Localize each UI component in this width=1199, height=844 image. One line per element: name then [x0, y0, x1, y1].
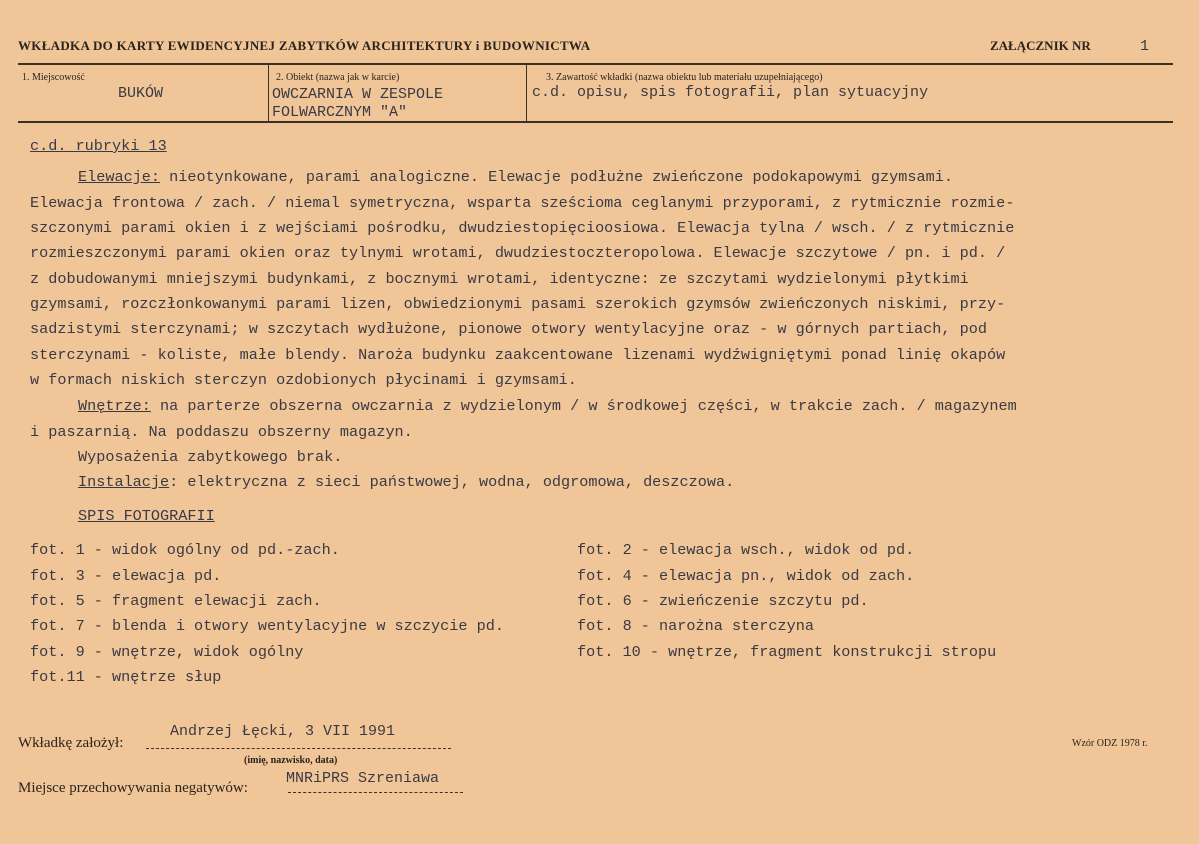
photo-item: fot. 4 - elewacja pn., widok od zach. — [577, 567, 915, 585]
fields-bottom-rule — [18, 121, 1173, 123]
author-hint: (imię, nazwisko, data) — [244, 755, 338, 766]
elewacje-line: z dobudowanymi mniejszymi budynkami, z bocznymi wrotami, identyczne: ze szczytami wydzielonymi płytkimi — [30, 270, 969, 288]
photo-item: fot. 3 - elewacja pd. — [30, 567, 222, 585]
photo-item: fot. 6 - zwieńczenie szczytu pd. — [577, 592, 869, 610]
photo-item: fot. 10 - wnętrze, fragment konstrukcji stropu — [577, 643, 997, 661]
negatives-dotted-line — [288, 792, 463, 793]
photo-list-heading: SPIS FOTOGRAFII — [78, 507, 215, 525]
contents-label: 3. Zawartość wkładki (nazwa obiektu lub materiału uzupełniającego) — [546, 72, 823, 83]
elewacje-line: gzymsami, rozczłonkowanymi parami lizen, obwiedzionymi pasami szerokich gzymsów zwieńczonych niskimi, przy- — [30, 295, 1006, 313]
object-value-line1: OWCZARNIA W ZESPOLE — [272, 86, 444, 103]
rubric-heading: c.d. rubryki 13 — [30, 137, 167, 155]
locality-value: BUKÓW — [118, 85, 164, 102]
photo-item: fot. 2 - elewacja wsch., widok od pd. — [577, 541, 915, 559]
negatives-location-label: Miejsce przechowywania negatywów: — [18, 780, 248, 796]
elewacje-heading: Elewacje: — [78, 168, 161, 186]
header-rule — [18, 63, 1173, 65]
instalacje-text: : elektryczna z sieci państwowej, wodna, odgromowa, deszczowa. — [169, 473, 735, 491]
elewacje-line-1 — [78, 168, 953, 186]
photo-item: fot. 9 - wnętrze, widok ogólny — [30, 643, 304, 661]
wnetrze-text: na parterze obszerna owczarnia z wydzielonym / w środkowej części, w trakcie zach. / magazynem — [150, 397, 1017, 415]
locality-label: 1. Miejscowość — [22, 72, 85, 83]
elewacje-line: szczonymi parami okien i z wejściami pośrodku, dwudziestopięcioosiowa. Elewacja tylna / wsch. / z rytmicznie — [30, 219, 1015, 237]
attachment-number-label: ZAŁĄCZNIK NR — [990, 38, 1091, 53]
photo-item: fot. 5 - fragment elewacji zach. — [30, 592, 322, 610]
elewacje-line: rozmieszczonymi parami okien oraz tylnymi wrotami, dwudziestoczteropolowa. Elewacje szczytowe / pn. i pd. / — [30, 244, 1006, 262]
author-dotted-line — [146, 748, 451, 749]
author-value: Andrzej Łęcki, 3 VII 1991 — [170, 723, 396, 740]
wnetrze-line-1 — [78, 397, 1017, 415]
field-divider — [268, 65, 269, 122]
wyposazenie-line: Wyposażenia zabytkowego brak. — [78, 448, 343, 466]
object-label: 2. Obiekt (nazwa jak w karcie) — [276, 72, 400, 83]
contents-value: c.d. opisu, spis fotografii, plan sytuacyjny — [532, 84, 929, 101]
instalacje-heading: Instalacje — [78, 473, 170, 491]
negatives-location-value: MNRiPRS Szreniawa — [286, 770, 440, 787]
wnetrze-line-2: i paszarnią. Na poddaszu obszerny magazyn. — [30, 423, 413, 441]
photo-item: fot. 8 - narożna sterczyna — [577, 617, 814, 635]
elewacje-line: Elewacja frontowa / zach. / niemal symetryczna, wsparta sześcioma ceglanymi przyporami, z rytmicznie rozmie- — [30, 194, 1015, 212]
instalacje-line — [78, 473, 734, 491]
object-value-line2: FOLWARCZNYM "A" — [272, 104, 408, 121]
elewacje-line: sterczynami - koliste, małe blendy. Naroża budynku zaakcentowane lizenami wydźwigniętymi ponad linię okapów — [30, 346, 1006, 364]
attachment-number-value: 1 — [1140, 38, 1150, 55]
field-divider — [526, 65, 527, 122]
photo-item: fot.11 - wnętrze słup — [30, 668, 222, 686]
elewacje-text: nieotynkowane, parami analogiczne. Elewacje podłużne zwieńczone podokapowymi gzymsami. — [160, 168, 953, 186]
elewacje-line: sadzistymi sterczynami; w szczytach wydłużone, pionowe otwory wentylacyjne oraz - w górnych partiach, pod — [30, 320, 987, 338]
elewacje-line: w formach niskich sterczyn ozdobionych płycinami i gzymsami. — [30, 371, 577, 389]
form-template-label: Wzór ODZ 1978 r. — [1072, 738, 1148, 749]
photo-item: fot. 1 - widok ogólny od pd.-zach. — [30, 541, 340, 559]
wnetrze-heading: Wnętrze: — [78, 397, 151, 415]
photo-item: fot. 7 - blenda i otwory wentylacyjne w szczycie pd. — [30, 617, 504, 635]
author-label: Wkładkę założył: — [18, 735, 124, 751]
card-title: WKŁADKA DO KARTY EWIDENCYJNEJ ZABYTKÓW ARCHITEKTURY i BUDOWNICTWA — [18, 38, 591, 53]
